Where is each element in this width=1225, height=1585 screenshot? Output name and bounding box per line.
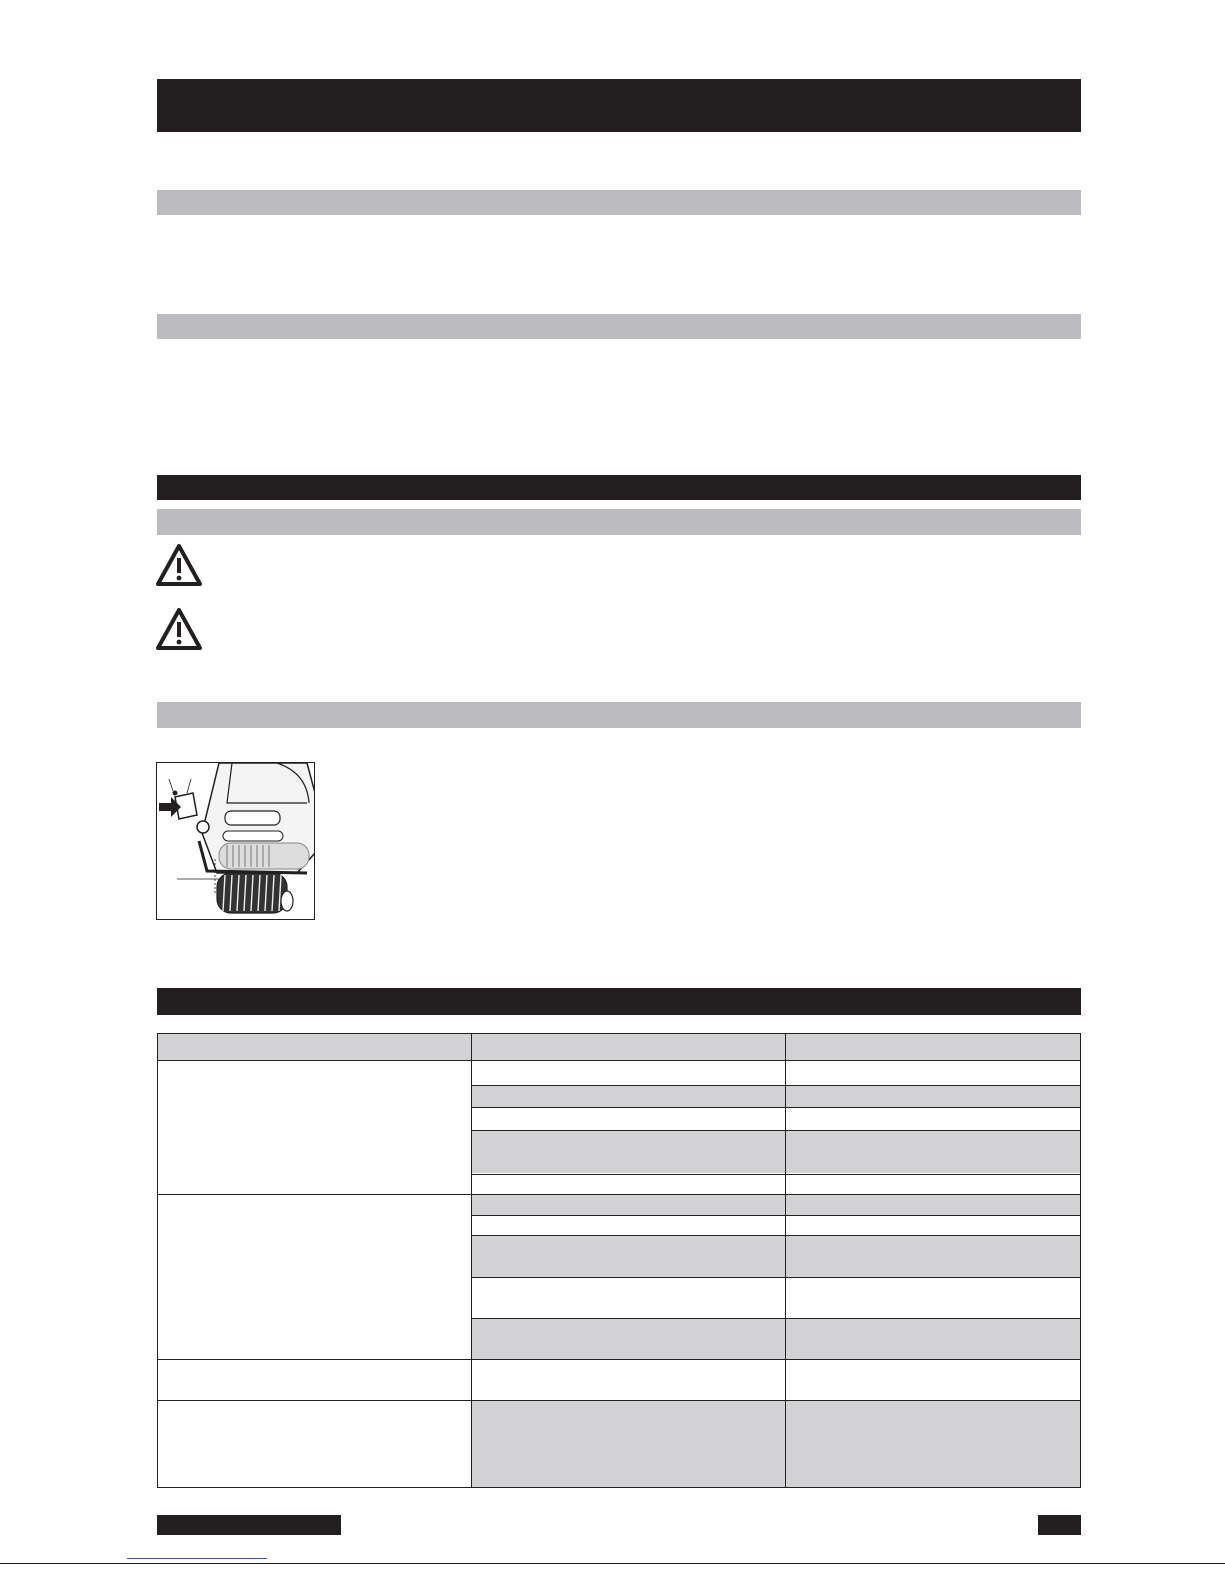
table-row xyxy=(471,1130,1081,1173)
brush-replacement-figure xyxy=(156,762,315,920)
warning-triangle-icon xyxy=(155,543,203,587)
title-bar xyxy=(157,79,1081,132)
warning-item-2 xyxy=(155,607,205,651)
machine-illustration xyxy=(157,763,315,920)
table-row xyxy=(471,1318,1081,1360)
table-row xyxy=(471,1085,1081,1107)
section-bar-2 xyxy=(157,314,1081,339)
table-row xyxy=(471,1194,1081,1215)
warning-triangle-icon xyxy=(155,607,203,651)
table-row xyxy=(471,1235,1081,1277)
footer-label-box xyxy=(157,1515,341,1535)
bottom-link-underline[interactable] xyxy=(127,1558,267,1559)
section-bar-4 xyxy=(157,702,1081,728)
table-row xyxy=(471,1400,1081,1488)
page-number-box xyxy=(1038,1515,1081,1535)
bottom-rule xyxy=(0,1563,1225,1564)
table-header-cause xyxy=(471,1033,785,1060)
section-bar-troubleshooting xyxy=(157,988,1081,1015)
warning-item-1 xyxy=(155,543,205,587)
section-bar-maintenance xyxy=(157,475,1081,500)
table-header-remedy xyxy=(785,1033,1081,1060)
section-bar-3 xyxy=(157,509,1081,535)
table-header-problem xyxy=(157,1033,471,1060)
section-bar-1 xyxy=(157,190,1081,215)
troubleshooting-table xyxy=(157,1033,1081,1488)
